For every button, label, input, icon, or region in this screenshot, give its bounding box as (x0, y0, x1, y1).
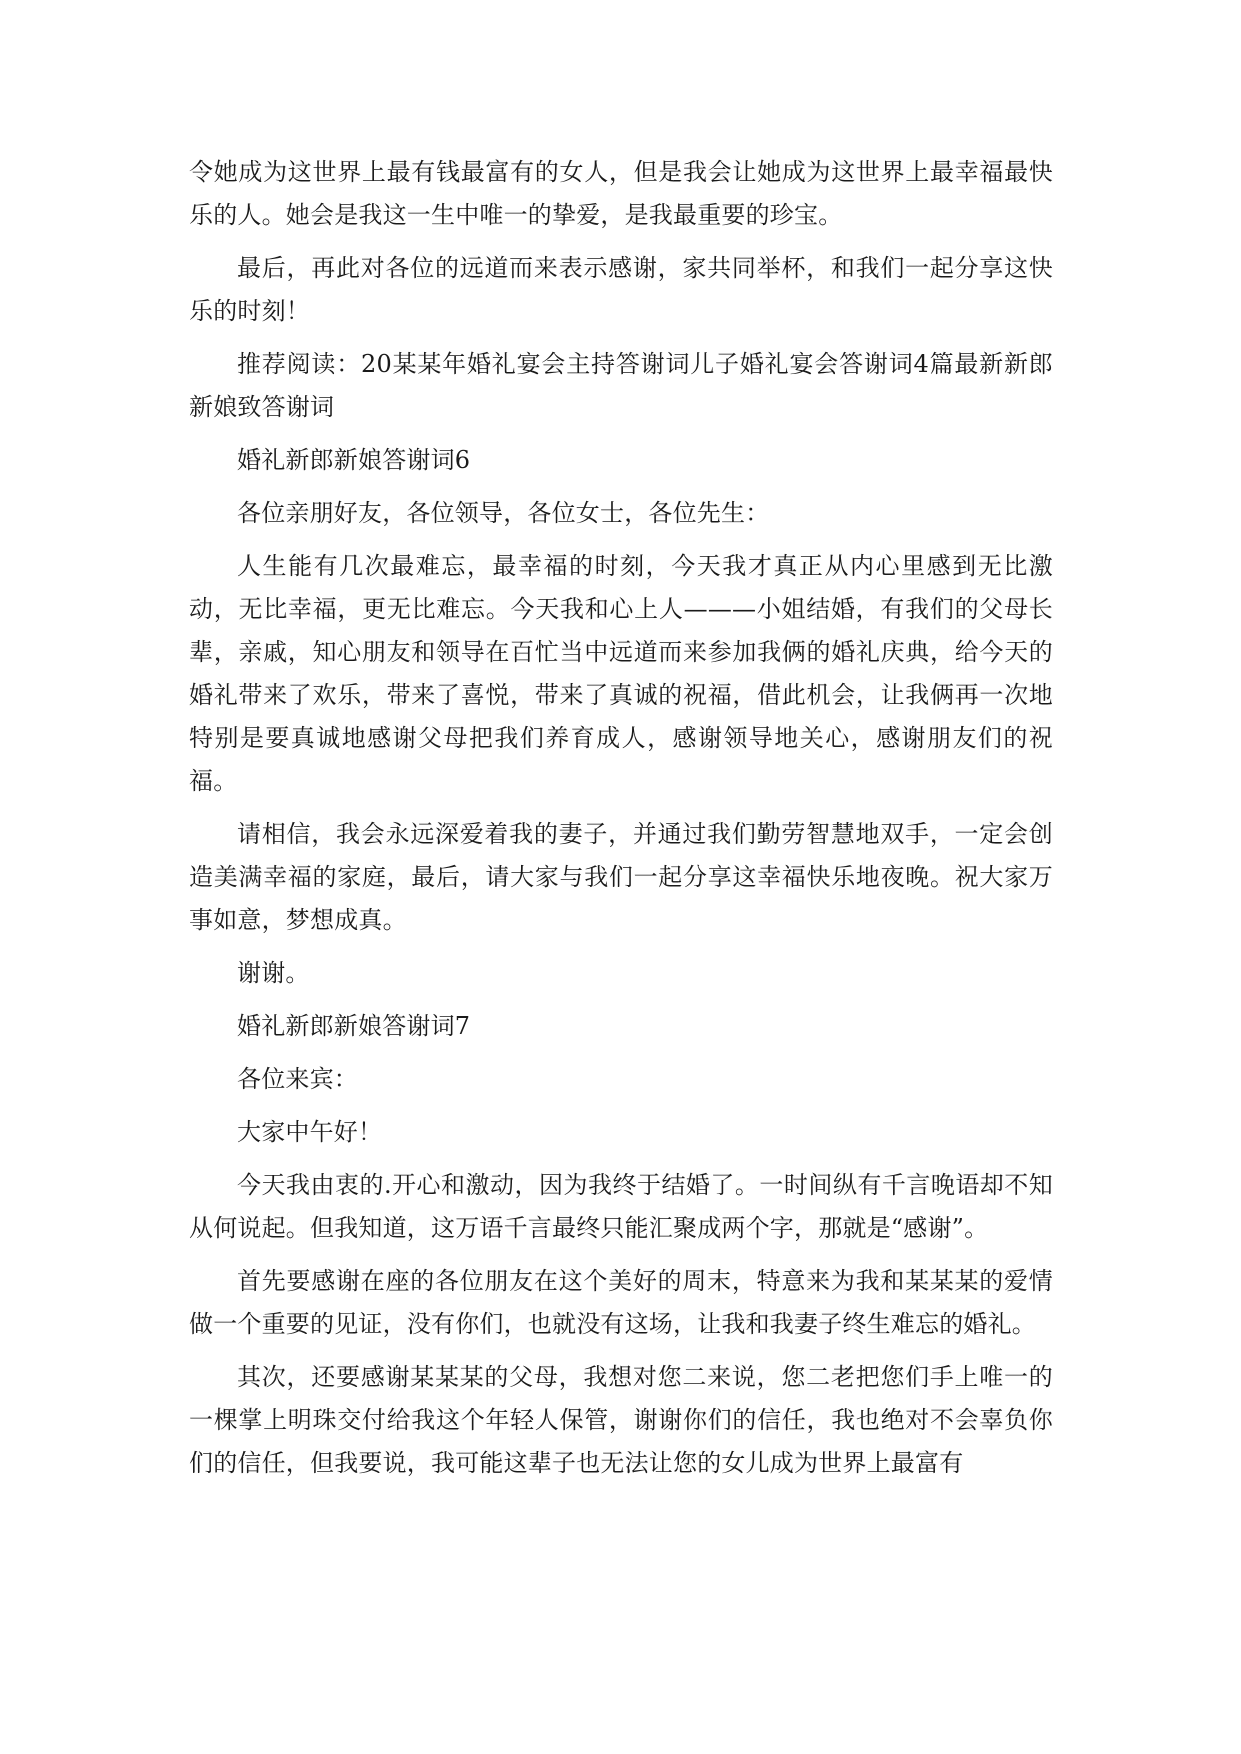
paragraph-speech-6-promise: 请相信，我会永远深爱着我的妻子，并通过我们勤劳智慧地双手，一定会创造美满幸福的家庭，最后，请大家与我们一起分享这幸福快乐地夜晚。祝大家万事如意，梦想成真。 (189, 820, 1053, 934)
paragraph-speech-7-thanks-friends: 首先要感谢在座的各位朋友在这个美好的周末，特意来为我和某某某的爱情做一个重要的见证，没有你们，也就没有这场，让我和我妻子终生难忘的婚礼。 (189, 1267, 1053, 1338)
paragraph-salutation-6: 各位亲朋好友，各位领导，各位女士，各位先生： (237, 499, 770, 527)
paragraph-speech-6-thanks: 谢谢。 (237, 959, 310, 987)
document-body (189, 151, 1053, 1495)
paragraph-salutation-7: 各位来宾： (237, 1065, 358, 1093)
paragraph-greeting-7: 大家中午好！ (237, 1118, 383, 1146)
paragraph-continuation: 令她成为这世界上最有钱最富有的女人，但是我会让她成为这世界上最幸福最快乐的人。她会是我这一生中唯一的挚爱，是我最重要的珍宝。 (189, 158, 1053, 229)
paragraph-recommended-reading: 推荐阅读：20某某年婚礼宴会主持答谢词儿子婚礼宴会答谢词4篇最新新郎新娘致答谢词 (189, 350, 1053, 421)
paragraph-closing-thanks: 最后，再此对各位的远道而来表示感谢，家共同举杯，和我们一起分享这快乐的时刻！ (189, 254, 1053, 325)
paragraph-speech-7-opening: 今天我由衷的.开心和激动，因为我终于结婚了。一时间纵有千言晚语却不知从何说起。但我知道，这万语千言最终只能汇聚成两个字，那就是“感谢”。 (189, 1171, 1053, 1242)
section-heading-speech-7: 婚礼新郎新娘答谢词7 (237, 1012, 471, 1040)
section-heading-speech-6: 婚礼新郎新娘答谢词6 (237, 446, 471, 474)
paragraph-speech-6-body: 人生能有几次最难忘，最幸福的时刻，今天我才真正从内心里感到无比激动，无比幸福，更无比难忘。今天我和心上人———小姐结婚，有我们的父母长辈，亲戚，知心朋友和领导在百忙当中远道而来参加我俩的婚礼庆典，给今天的婚礼带来了欢乐，带来了喜悦，带来了真诚的祝福，借此机会，让我俩再一次地特别是要真诚地感谢父母把我们养育成人，感谢领导地关心，感谢朋友们的祝福。 (189, 552, 1053, 795)
paragraph-speech-7-thanks-parents: 其次，还要感谢某某某的父母，我想对您二来说，您二老把您们手上唯一的一棵掌上明珠交付给我这个年轻人保管，谢谢你们的信任，我也绝对不会辜负你们的信任，但我要说，我可能这辈子也无法让您的女儿成为世界上最富有 (189, 1363, 1053, 1477)
